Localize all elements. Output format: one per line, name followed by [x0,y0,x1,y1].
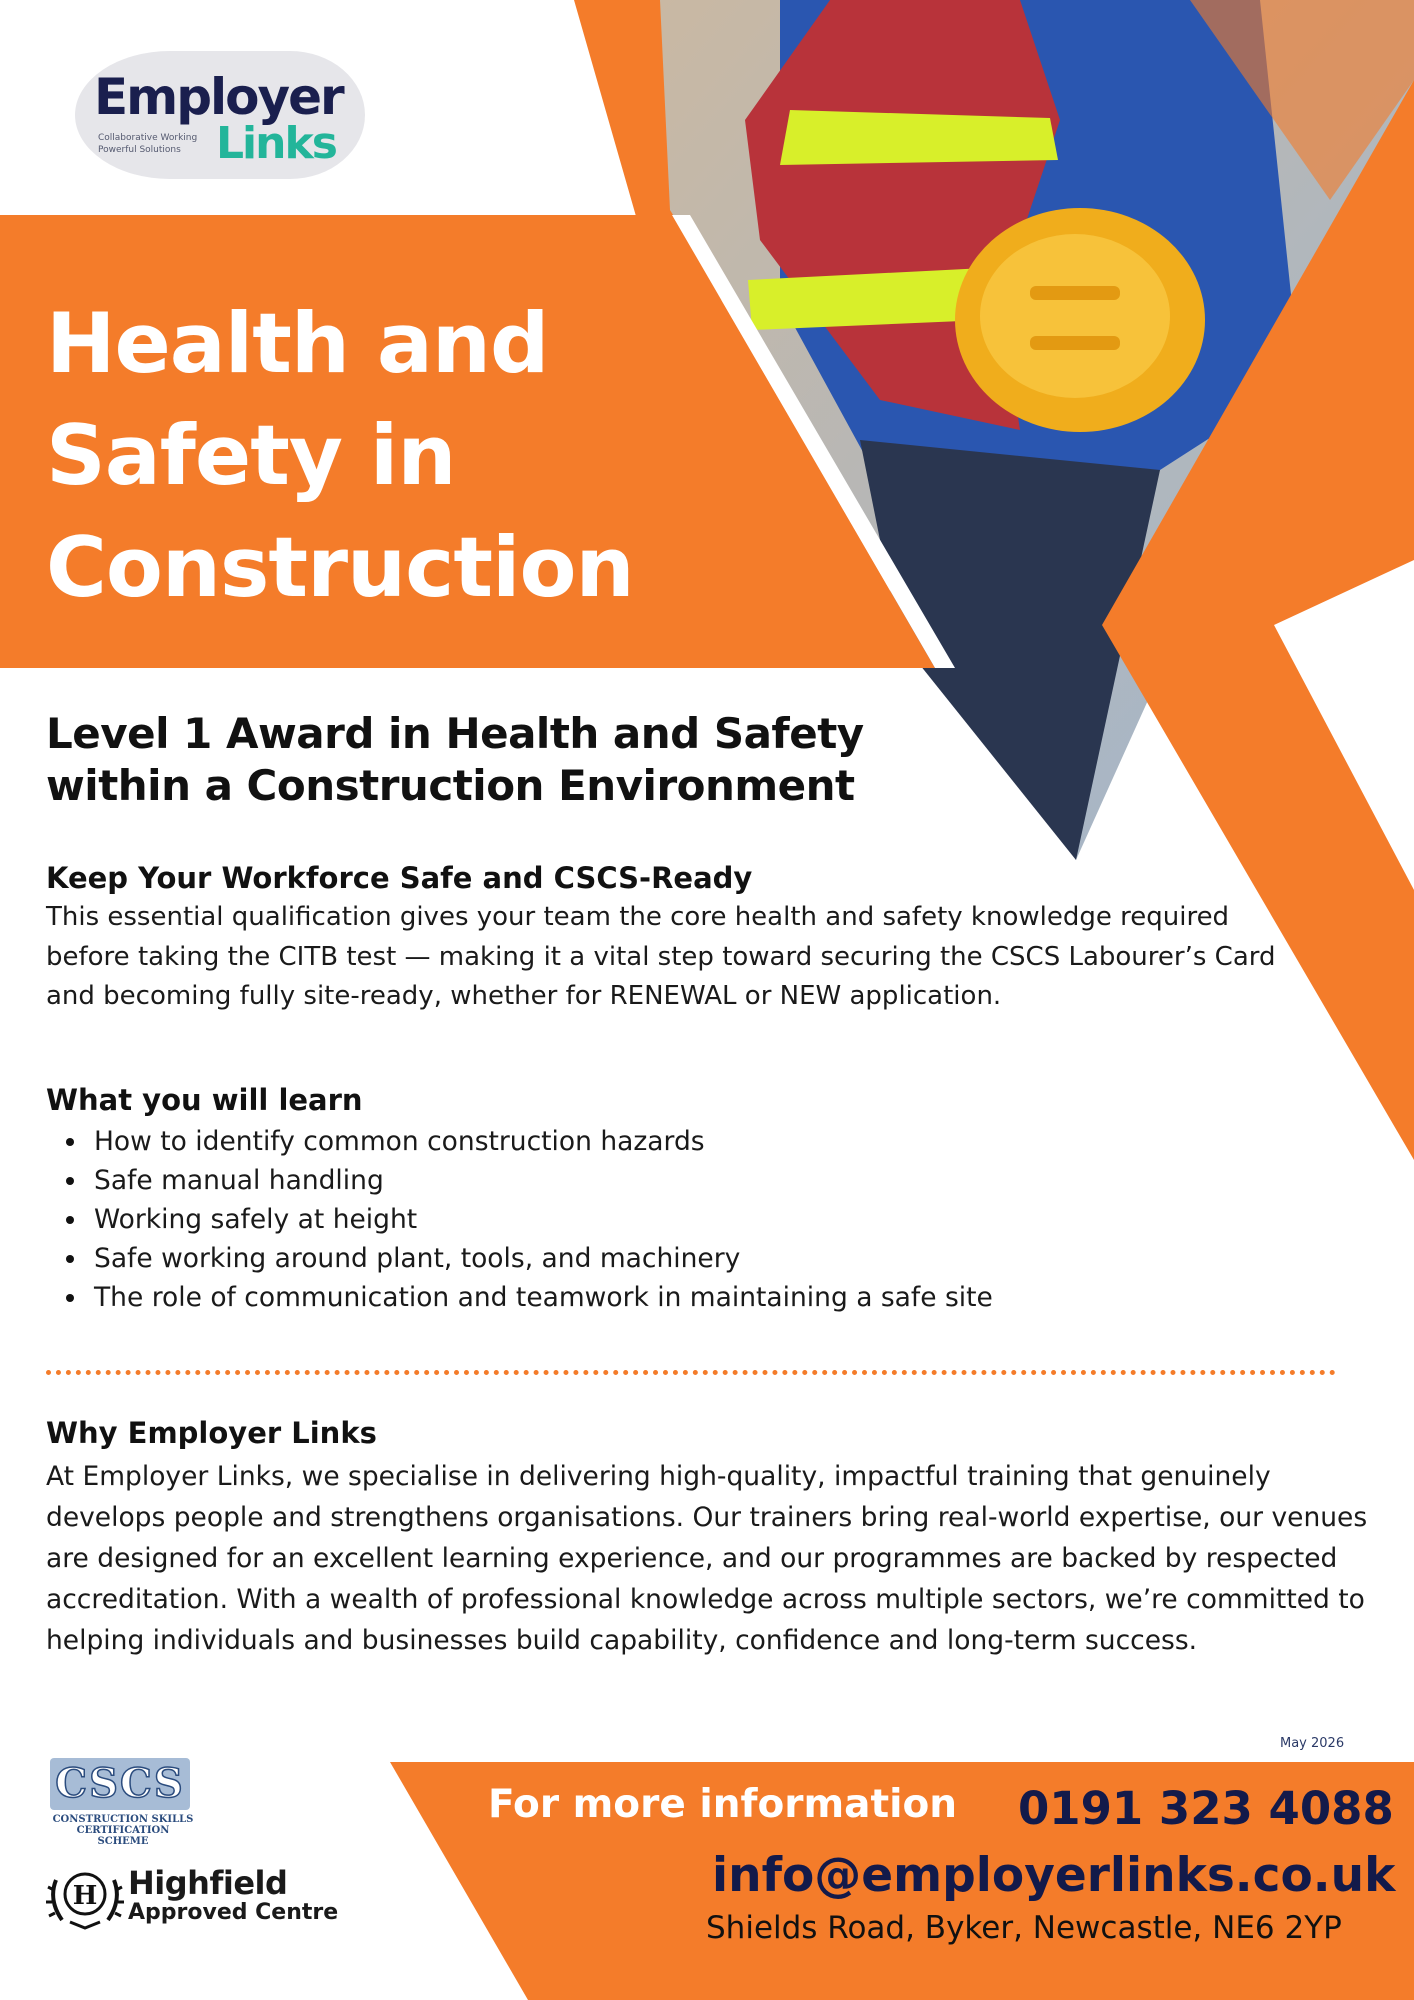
hero-title-line2: Safety in [46,407,456,504]
cscs-full-name-line1: CONSTRUCTION SKILLS [52,1814,194,1825]
cscs-logo-text: CSCS [55,1760,185,1807]
why-body: At Employer Links, we specialise in delivering high-quality, impactful training that genuinely develops people and strengthens organisations. Our trainers bring real-world expertise, our venues are designed for an excellent learning experience, and our programmes are backed by respected accreditation. With a wealth of professional knowledge across multiple sectors, we’re committed to helping individuals and businesses build capability, confidence and long-term success. [46,1461,1368,1656]
list-item: Safe manual handling [46,1161,1246,1200]
why-heading: Why Employer Links [46,1416,377,1450]
list-item: Safe working around plant, tools, and machinery [46,1239,1246,1278]
hero-title-line1: Health and [46,295,549,392]
course-subtitle-line2: within a Construction Environment [46,761,855,810]
intro-heading: Keep Your Workforce Safe and CSCS-Ready [46,861,753,895]
highfield-name: Highfield [128,1864,288,1902]
hero-title [46,288,746,624]
logo-tagline-line1: Collaborative Working [98,133,198,143]
more-info-label: For more information [488,1782,958,1827]
logo-tagline [98,132,218,156]
dotted-divider [46,1370,1336,1375]
course-subtitle-line1: Level 1 Award in Health and Safety [46,709,864,758]
cscs-full-name [50,1814,196,1847]
list-item: The role of communication and teamwork in maintaining a safe site [46,1278,1246,1317]
cscs-full-name-line2: CERTIFICATION SCHEME [76,1825,170,1847]
hero-title-line3: Construction [46,519,634,616]
learn-heading: What you will learn [46,1083,363,1117]
logo-links-text: Links [216,118,336,169]
list-item: How to identify common construction hazards [46,1122,1246,1161]
publication-date: May 2026 [1280,1736,1345,1751]
highfield-laurel-seal-icon [46,1860,124,1930]
course-subtitle [46,708,926,812]
email-link[interactable]: info@employerlinks.co.uk [712,1848,1396,1903]
logo-employer-text: Employer [94,68,343,126]
svg-text:H: H [72,1881,98,1911]
list-item: Working safely at height [46,1200,1246,1239]
intro-body: This essential qualification gives your team the core health and safety knowledge required before taking the CITB test — making it a vital step toward securing the CSCS Labourer’s Card and becoming fully site-ready, whether for RENEWAL or NEW application. [46,902,1276,1011]
highfield-approved: Approved Centre [128,1900,339,1925]
logo-tagline-line2: Powerful Solutions [98,145,181,155]
phone-number[interactable]: 0191 323 4088 [1018,1782,1394,1835]
address: Shields Road, Byker, Newcastle, NE6 2YP [706,1910,1342,1946]
learn-list [46,1122,1246,1317]
